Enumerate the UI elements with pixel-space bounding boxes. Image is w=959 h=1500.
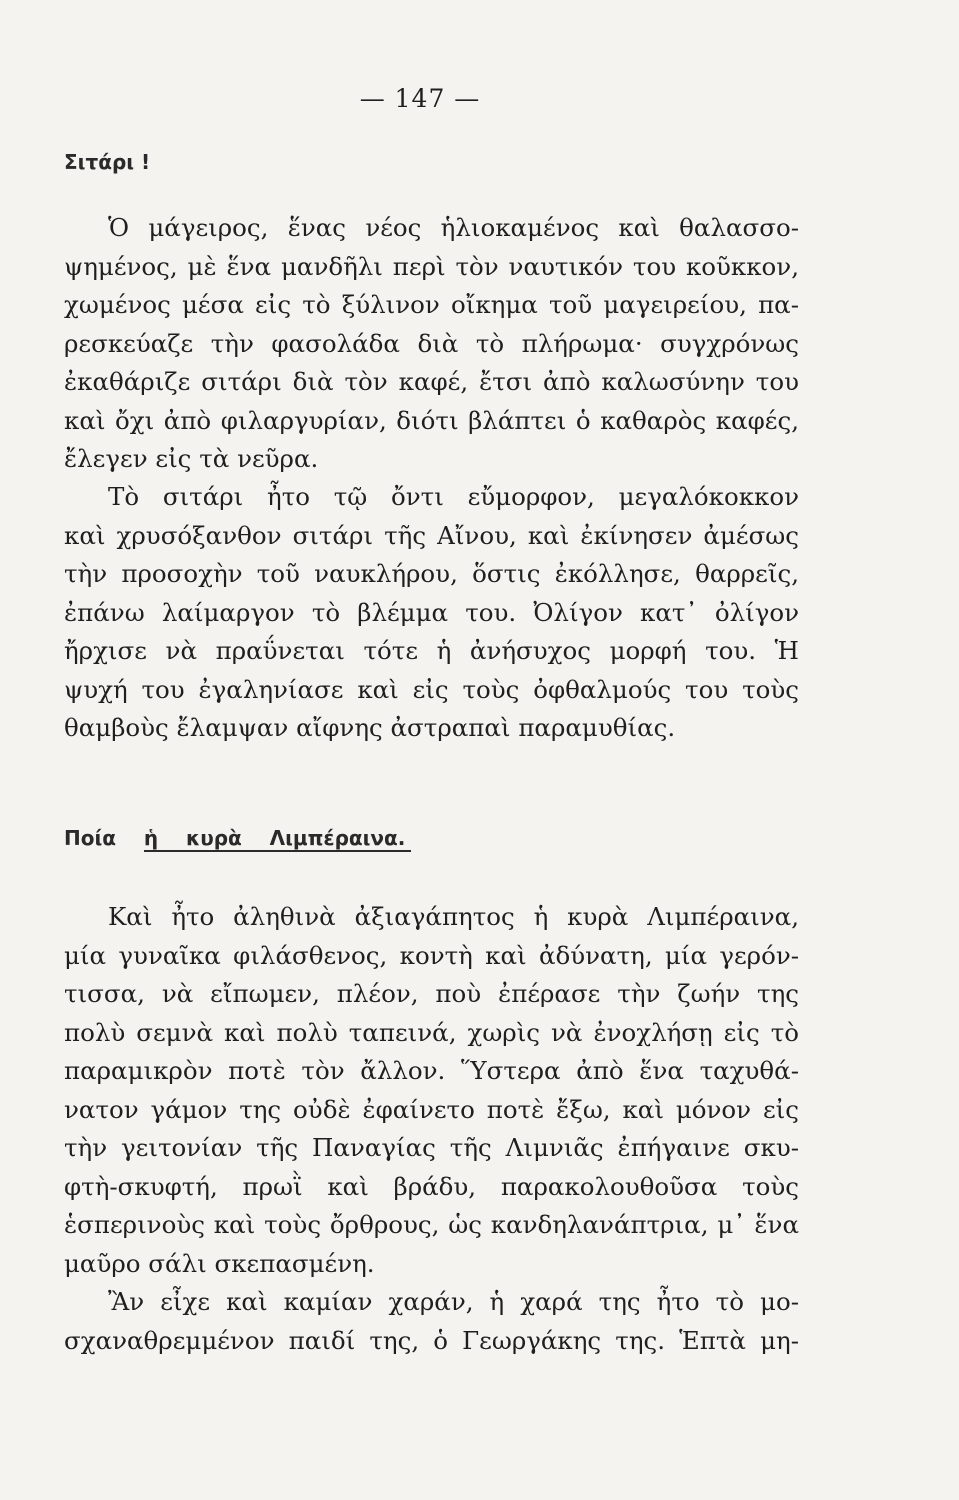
- text-line: φτὴ-σκυφτή, πρωῒ καὶ βράδυ, παρακολουθοῦσα τοὺς: [64, 1171, 799, 1201]
- heading-underlined-part: [144, 826, 412, 852]
- paragraph: [64, 478, 799, 748]
- text-line: παραμικρὸν ποτὲ τὸν ἄλλον. Ὕστερα ἀπὸ ἕνα ταχυθά-: [64, 1056, 799, 1085]
- heading-word: Ποία: [64, 826, 117, 850]
- text-line: ἔλεγεν εἰς τὰ νεῦρα.: [64, 444, 319, 473]
- text-line: ψημένος, μὲ ἕνα μανδῆλι περὶ τὸν ναυτικόν του κοῦκκον,: [64, 251, 799, 281]
- text-line: τὴν προσοχὴν τοῦ ναυκλήρου, ὅστις ἐκόλλησε, θαρρεῖς,: [64, 559, 799, 588]
- text-line: ρεσκεύαζε τὴν φασολάδα διὰ τὸ πλήρωμα· συγχρόνως: [64, 328, 799, 358]
- text-line: πολὺ σεμνὰ καὶ πολὺ ταπεινά, χωρὶς νὰ ἐνοχλήσῃ εἰς τὸ: [64, 1017, 799, 1047]
- text-line: σχαναθρεμμένον παιδί της, ὁ Γεωργάκης της. Ἑπτὰ μη-: [64, 1325, 799, 1355]
- text-line: Τὸ σιτάρι ἦτο τῷ ὄντι εὔμορφον, μεγαλόκοκκον: [108, 482, 799, 511]
- paragraph: [64, 209, 799, 479]
- text-line: Ὁ μάγειρος, ἕνας νέος ἡλιοκαμένος καὶ θαλασσο-: [108, 213, 799, 242]
- text-line: ἑσπερινοὺς καὶ τοὺς ὄρθρους, ὡς κανδηλανάπτρια, μ᾽ ἕνα: [64, 1210, 799, 1239]
- page-number: — 147 —: [359, 84, 481, 113]
- text-line: καὶ ὄχι ἀπὸ φιλαργυρίαν, διότι βλάπτει ὁ καθαρὸς καφές,: [64, 405, 799, 435]
- section-heading-sitari: Σιτάρι !: [64, 150, 151, 174]
- text-line: νατον γάμον της οὐδὲ ἐφαίνετο ποτὲ ἔξω, καὶ μόνον εἰς: [64, 1094, 799, 1124]
- text-line: ψυχή του ἐγαληνίασε καὶ εἰς τοὺς ὀφθαλμούς του τοὺς: [64, 674, 799, 704]
- text-line: χωμένος μέσα εἰς τὸ ξύλινον οἴκημα τοῦ μαγειρείου, πα-: [64, 290, 799, 319]
- paragraph: [64, 898, 799, 1283]
- text-line: ἐπάνω λαίμαργον τὸ βλέμμα του. Ὀλίγον κατ᾽ ὀλίγον: [64, 597, 799, 627]
- text-line: καὶ χρυσόξανθον σιτάρι τῆς Αἴνου, καὶ ἐκίνησεν ἀμέσως: [64, 520, 799, 550]
- text-line: ἐκαθάριζε σιτάρι διὰ τὸν καφέ, ἔτσι ἀπὸ καλωσύνην του: [64, 367, 799, 396]
- text-line: τὴν γειτονίαν τῆς Παναγίας τῆς Λιμνιᾶς ἐπήγαινε σκυ-: [64, 1133, 799, 1162]
- text-line: θαμβοὺς ἔλαμψαν αἴφνης ἀστραπαὶ παραμυθίας.: [64, 713, 676, 742]
- heading-word: Λιμπέραινα.: [269, 826, 406, 850]
- text-line: μία γυναῖκα φιλάσθενος, κοντὴ καὶ ἀδύνατη, μία γερόν-: [64, 940, 799, 970]
- text-line: ἤρχισε νὰ πραΰνεται τότε ἡ ἀνήσυχος μορφή του. Ἡ: [64, 636, 799, 665]
- heading-word: ἡ: [143, 826, 159, 850]
- text-line: Καὶ ἦτο ἀληθινὰ ἀξιαγάπητος ἡ κυρὰ Λιμπέραινα,: [108, 902, 799, 931]
- section-heading-kyra-limperaina: [64, 826, 411, 850]
- text-line: μαῦρο σάλι σκεπασμένη.: [64, 1248, 375, 1278]
- heading-word: κυρὰ: [185, 826, 242, 850]
- text-line: τισσα, νὰ εἴπωμεν, πλέον, ποὺ ἐπέρασε τὴν ζωήν της: [64, 979, 799, 1008]
- paragraph: [64, 1283, 799, 1360]
- text-line: Ἂν εἶχε καὶ καμίαν χαράν, ἡ χαρά της ἦτο τὸ μο-: [108, 1287, 799, 1316]
